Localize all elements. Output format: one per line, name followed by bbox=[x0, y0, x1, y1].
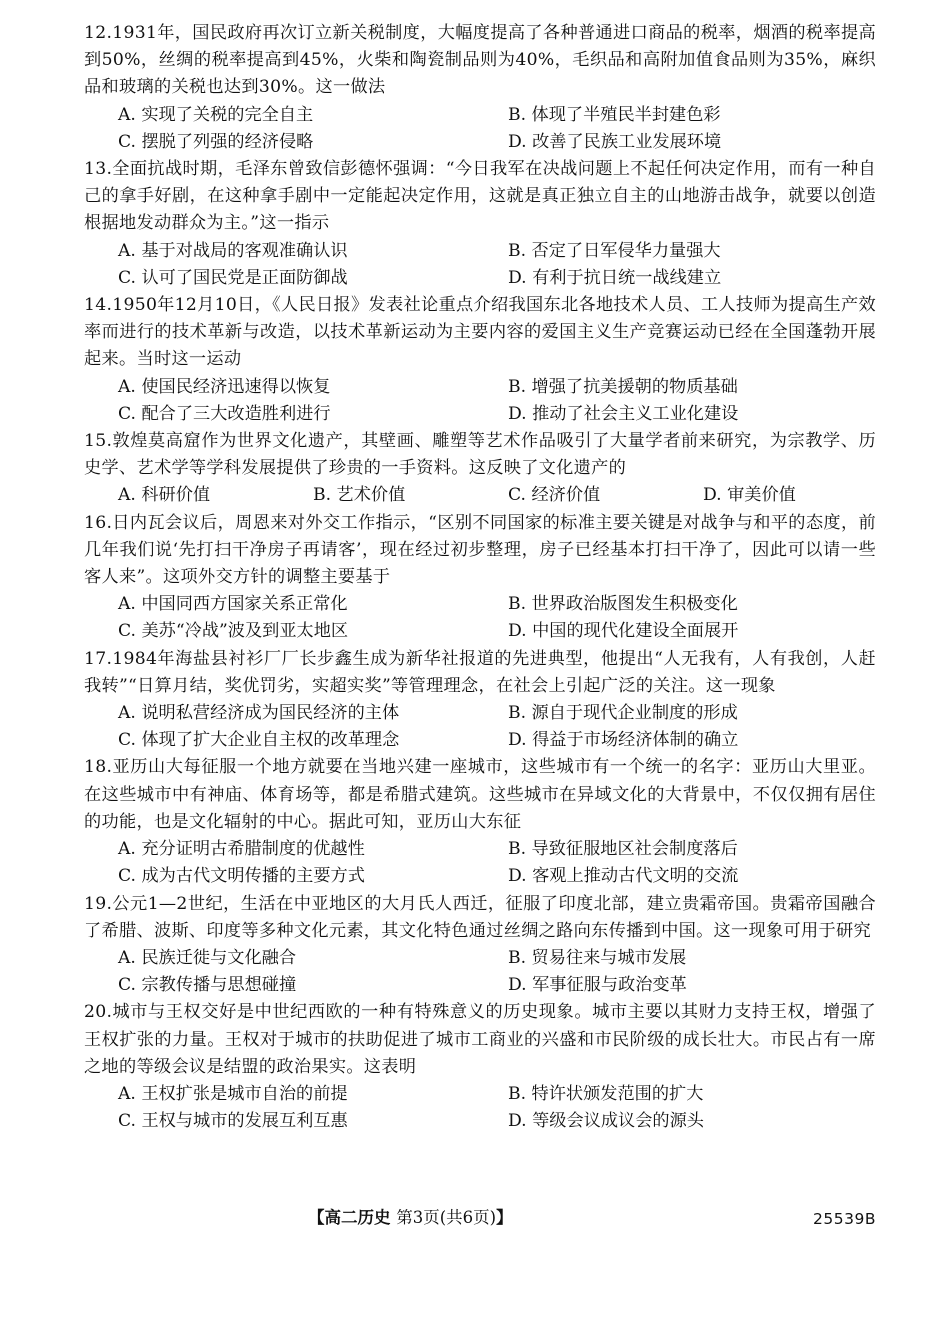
question-text: 城市与王权交好是中世纪西欧的一种有特殊意义的历史现象。城市主要以其财力支持王权，增强了王权扩张的力量。王权对于城市的扶助促进了城市工商业的兴盛和市民阶级的成长壮大。市民占有一席之地的等级会议是结盟的政治果实。这表明 bbox=[84, 1002, 876, 1077]
question-text: 日内瓦会议后，周恩来对外交工作指示，“区别不同国家的标准主要关键是对战争与和平的态度，前几年我们说‘先打扫干净房子再请客’，现在经过初步整理，房子已经基本打扫干净了，因此可以请一些客人来”。这项外交方针的调整主要基于 bbox=[84, 512, 876, 588]
options bbox=[84, 482, 876, 509]
option-d: D. 审美价值 bbox=[703, 485, 796, 506]
option-c: C. 配合了三大改造胜利进行 bbox=[118, 403, 331, 424]
question-stem bbox=[84, 510, 876, 592]
option-c: C. 经济价值 bbox=[508, 485, 601, 506]
options bbox=[84, 945, 876, 999]
option-c: C. 认可了国民党是正面防御战 bbox=[118, 267, 348, 288]
question-number: 18. bbox=[84, 757, 113, 778]
question-text: 1984年海盐县衬衫厂厂长步鑫生成为新华社报道的先进典型，他提出“人无我有，人有我创，人赶我转”“日算月结，奖优罚劣，实超实奖”等管理理念，在社会上引起广泛的关注。这一现象 bbox=[84, 648, 876, 696]
option-d: D. 中国的现代化建设全面展开 bbox=[508, 621, 739, 642]
question-stem bbox=[84, 754, 876, 836]
question-stem bbox=[84, 156, 876, 238]
option-c: C. 王权与城市的发展互利互惠 bbox=[118, 1111, 348, 1132]
question-20 bbox=[84, 999, 876, 1135]
option-d: D. 军事征服与政治变革 bbox=[508, 975, 687, 996]
option-d: D. 推动了社会主义工业化建设 bbox=[508, 403, 739, 424]
option-a: A. 民族迁徙与文化融合 bbox=[118, 947, 297, 968]
question-number: 17. bbox=[84, 648, 113, 669]
question-stem bbox=[84, 646, 876, 700]
option-d: D. 客观上推动古代文明的交流 bbox=[508, 866, 739, 887]
option-b: B. 源自于现代企业制度的形成 bbox=[508, 703, 738, 724]
options bbox=[84, 591, 876, 645]
question-stem bbox=[84, 20, 876, 102]
option-d: D. 得益于市场经济体制的确立 bbox=[508, 730, 739, 751]
question-text: 公元1—2世纪，生活在中亚地区的大月氏人西迁，征服了印度北部，建立贵霜帝国。贵霜帝国融合了希腊、波斯、印度等多种文化元素，其文化特色通过丝绸之路向东传播到中国。这一现象可用于研究 bbox=[84, 893, 876, 941]
option-a: A. 科研价值 bbox=[118, 485, 211, 506]
option-c: C. 摆脱了列强的经济侵略 bbox=[118, 131, 314, 152]
question-12 bbox=[84, 20, 876, 156]
option-b: B. 体现了半殖民半封建色彩 bbox=[508, 104, 721, 125]
option-b: B. 艺术价值 bbox=[313, 485, 406, 506]
option-c: C. 美苏“冷战”波及到亚太地区 bbox=[118, 621, 349, 642]
question-stem bbox=[84, 891, 876, 945]
question-14 bbox=[84, 292, 876, 428]
question-text: 全面抗战时期，毛泽东曾致信彭德怀强调：“今日我军在决战问题上不起任何决定作用，而有一种自己的拿手好剧，在这种拿手剧中一定能起决定作用，这就是真正独立自主的山地游击战争，就要以创造根据地发动群众为主。”这一指示 bbox=[84, 159, 876, 234]
option-b: B. 特许状颁发范围的扩大 bbox=[508, 1083, 704, 1104]
footer-bracket: 】 bbox=[496, 1208, 513, 1227]
options bbox=[84, 1081, 876, 1135]
question-number: 14. bbox=[84, 295, 113, 316]
options bbox=[84, 374, 876, 428]
question-number: 13. bbox=[84, 159, 113, 180]
question-17 bbox=[84, 646, 876, 755]
option-a: A. 使国民经济迅速得以恢复 bbox=[118, 376, 331, 397]
question-stem bbox=[84, 999, 876, 1081]
question-stem bbox=[84, 292, 876, 374]
option-b: B. 世界政治版图发生积极变化 bbox=[508, 594, 738, 615]
option-a: A. 中国同西方国家关系正常化 bbox=[118, 594, 348, 615]
option-a: A. 实现了关税的完全自主 bbox=[118, 104, 314, 125]
question-text: 1950年12月10日，《人民日报》发表社论重点介绍我国东北各地技术人员、工人技师为提高生产效率而进行的技术革新与改造，以技术革新运动为主要内容的爱国主义生产竞赛运动已经在全国蓬勃开展起来。当时这一运动 bbox=[84, 295, 876, 370]
question-13 bbox=[84, 156, 876, 292]
option-d: D. 有利于抗日统一战线建立 bbox=[508, 267, 722, 288]
option-b: B. 否定了日军侵华力量强大 bbox=[508, 240, 721, 261]
option-c: C. 宗教传播与思想碰撞 bbox=[118, 975, 297, 996]
question-16 bbox=[84, 510, 876, 646]
options bbox=[84, 102, 876, 156]
option-a: A. 充分证明古希腊制度的优越性 bbox=[118, 839, 365, 860]
option-c: C. 体现了扩大企业自主权的改革理念 bbox=[118, 730, 400, 751]
option-b: B. 增强了抗美援朝的物质基础 bbox=[508, 376, 738, 397]
footer-title bbox=[308, 1204, 513, 1228]
question-15 bbox=[84, 428, 876, 510]
question-text: 亚历山大每征服一个地方就要在当地兴建一座城市，这些城市有一个统一的名字：亚历山大里亚。在这些城市中有神庙、体育场等，都是希腊式建筑。这些城市在异域文化的大背景中，不仅仅拥有居住的功能，也是文化辐射的中心。据此可知，亚历山大东征 bbox=[84, 757, 876, 832]
footer-subject: 【高二历史 bbox=[308, 1208, 391, 1227]
option-c: C. 成为古代文明传播的主要方式 bbox=[118, 866, 365, 887]
option-b: B. 贸易往来与城市发展 bbox=[508, 947, 687, 968]
options bbox=[84, 836, 876, 890]
option-d: D. 等级会议成议会的源头 bbox=[508, 1111, 704, 1132]
options bbox=[84, 700, 876, 754]
question-number: 19. bbox=[84, 893, 113, 914]
exam-code: 25539B bbox=[813, 1210, 876, 1228]
question-stem bbox=[84, 428, 876, 482]
option-a: A. 王权扩张是城市自治的前提 bbox=[118, 1083, 348, 1104]
question-number: 20. bbox=[84, 1002, 113, 1023]
question-text: 敦煌莫高窟作为世界文化遗产，其壁画、雕塑等艺术作品吸引了大量学者前来研究，为宗教学、历史学、艺术学等学科发展提供了珍贵的一手资料。这反映了文化遗产的 bbox=[84, 431, 876, 479]
options bbox=[84, 238, 876, 292]
option-d: D. 改善了民族工业发展环境 bbox=[508, 131, 722, 152]
option-a: A. 说明私营经济成为国民经济的主体 bbox=[118, 703, 400, 724]
question-number: 16. bbox=[84, 512, 113, 533]
question-number: 12. bbox=[84, 23, 113, 43]
question-19 bbox=[84, 891, 876, 1000]
question-18 bbox=[84, 754, 876, 890]
question-text: 1931年，国民政府再次订立新关税制度，大幅度提高了各种普通进口商品的税率，烟酒的税率提高到50%，丝绸的税率提高到45%，火柴和陶瓷制品则为40%，毛织品和高附加值食品则为35%，麻织品和玻璃的关税也达到30%。这一做法 bbox=[84, 23, 876, 98]
question-number: 15. bbox=[84, 431, 113, 452]
footer-page-number: 第3页(共6页) bbox=[396, 1208, 497, 1227]
option-a: A. 基于对战局的客观准确认识 bbox=[118, 240, 348, 261]
page-footer bbox=[0, 1204, 950, 1234]
option-b: B. 导致征服地区社会制度落后 bbox=[508, 839, 738, 860]
